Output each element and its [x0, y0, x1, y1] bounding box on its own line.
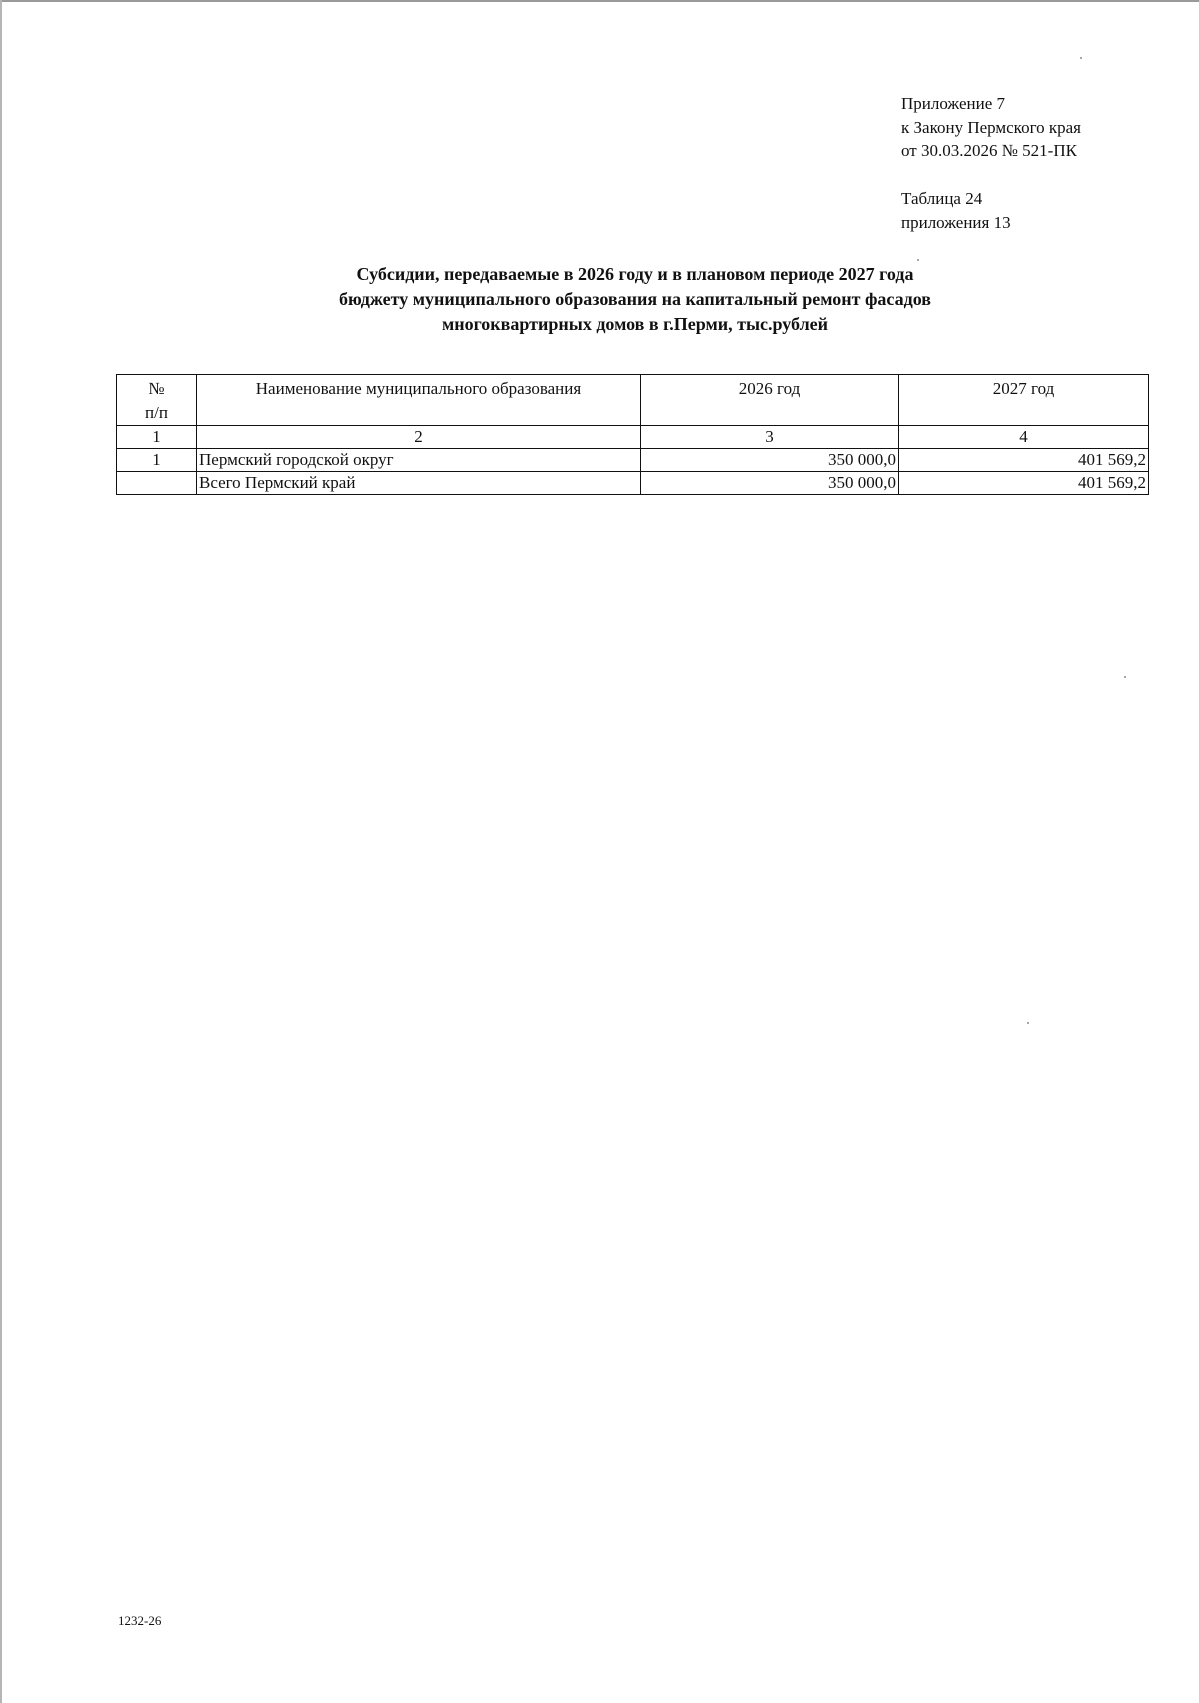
- row-value-2027: 401 569,2: [899, 472, 1149, 495]
- title-line-3: многоквартирных домов в г.Перми, тыс.рублей: [441, 314, 829, 334]
- table-reference-line-2: приложения 13: [901, 212, 1011, 232]
- header-number-line-1: №: [148, 379, 165, 398]
- column-numbers-row: [117, 426, 1149, 449]
- row-number: [117, 472, 197, 495]
- row-name: Пермский городской округ: [197, 449, 641, 472]
- column-number: 1: [117, 426, 197, 449]
- title-line-1: Субсидии, передаваемые в 2026 году и в плановом периоде 2027 года: [356, 264, 914, 284]
- table-row: [117, 449, 1149, 472]
- row-number: 1: [117, 449, 197, 472]
- appendix-line-1: Приложение 7: [901, 94, 1005, 113]
- column-number: 2: [197, 426, 641, 449]
- header-number-line-2: п/п: [145, 403, 168, 422]
- scan-speck: [1124, 676, 1126, 678]
- title-line-2: бюджету муниципального образования на капитальный ремонт фасадов: [338, 289, 931, 309]
- appendix-line-3: от 30.03.2026 № 521-ПК: [901, 141, 1077, 160]
- row-value-2026: 350 000,0: [641, 449, 899, 472]
- scan-speck: [1080, 57, 1082, 59]
- row-value-2026: 350 000,0: [641, 472, 899, 495]
- scan-edge-top: [0, 0, 1200, 2]
- appendix-line-2: к Закону Пермского края: [901, 117, 1082, 137]
- scan-speck: [1027, 1022, 1029, 1024]
- table-reference-line-1: Таблица 24: [901, 189, 983, 208]
- row-value-2027: 401 569,2: [899, 449, 1149, 472]
- row-name: Всего Пермский край: [197, 472, 641, 495]
- column-number: 3: [641, 426, 899, 449]
- table-reference: [901, 187, 1011, 234]
- header-name: Наименование муниципального образования: [197, 375, 641, 426]
- document-code: 1232-26: [118, 1613, 162, 1628]
- scan-edge-left: [0, 0, 2, 1703]
- subsidies-table: [116, 374, 1149, 495]
- header-year-2026: 2026 год: [641, 375, 899, 426]
- column-number: 4: [899, 426, 1149, 449]
- header-number: [117, 375, 197, 426]
- header-year-2027: 2027 год: [899, 375, 1149, 426]
- appendix-header: [901, 92, 1081, 163]
- table-total-row: [117, 472, 1149, 495]
- document-title: [240, 262, 1030, 337]
- scan-speck: [917, 259, 919, 261]
- table-header-row: [117, 375, 1149, 426]
